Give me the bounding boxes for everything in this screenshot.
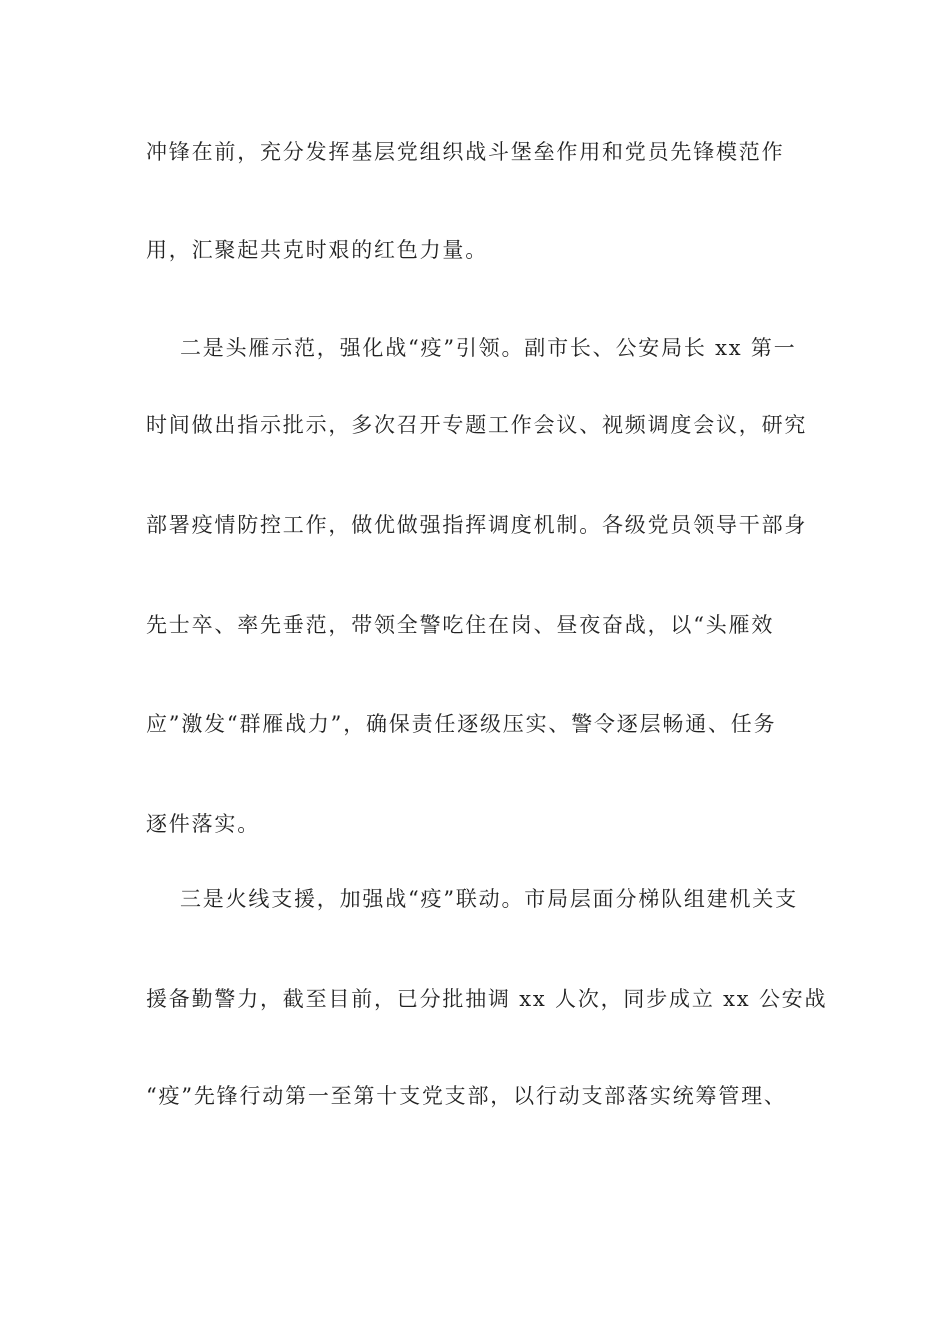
paragraph-line: “疫”先锋行动第一至第十支党支部，以行动支部落实统筹管理、 [146, 1084, 787, 1108]
paragraph-line: 应”激发“群雁战力”，确保责任逐级压实、警令逐层畅通、任务 [146, 712, 777, 736]
paragraph-first-line: 三是火线支援，加强战“疫”联动。市局层面分梯队组建机关支 [180, 887, 798, 911]
paragraph-line: 先士卒、率先垂范，带领全警吃住在岗、昼夜奋战，以“头雁效 [146, 613, 775, 637]
paragraph-first-line: 二是头雁示范，强化战“疫”引领。副市长、公安局长 xx 第一 [180, 336, 797, 360]
paragraph-line: 援备勤警力，截至目前，已分批抽调 xx 人次，同步成立 xx 公安战 [146, 987, 828, 1011]
paragraph-line: 时间做出指示批示，多次召开专题工作会议、视频调度会议，研究 [146, 413, 808, 437]
paragraph-line: 冲锋在前，充分发挥基层党组织战斗堡垒作用和党员先锋模范作 [146, 140, 785, 164]
paragraph-line: 逐件落实。 [146, 812, 260, 836]
paragraph-line: 用，汇聚起共克时艰的红色力量。 [146, 238, 488, 262]
paragraph-line: 部署疫情防控工作，做优做强指挥调度机制。各级党员领导干部身 [146, 513, 808, 537]
